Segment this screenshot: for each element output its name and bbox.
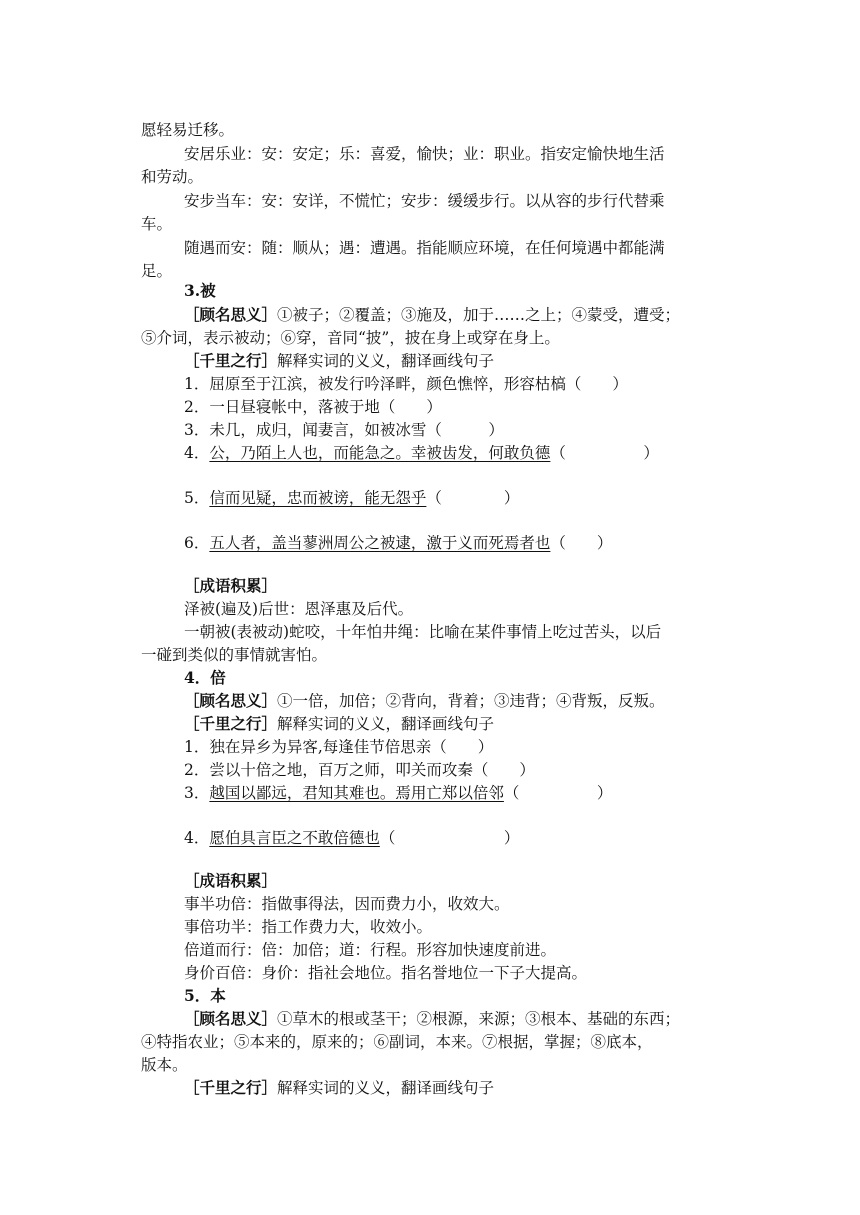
practice-line [184,1077,494,1099]
exercise-item: 1．独在异乡为异客,每逢佳节倍思亲（ ） [184,738,494,756]
exercise-item [184,782,612,804]
tag-chengyujilei: ［成语积累］ [184,576,278,595]
answer-blank: （ ） [550,444,659,462]
text-line: 车。 [141,215,173,233]
tag-qianlizhixing: ［千里之行］ [184,351,278,370]
exercise-item [184,532,612,554]
underlined-sentence: 信而见疑，忠而被谤，能无怨乎 [209,489,427,507]
text-line: 愿轻易迁移。 [141,121,235,139]
tag-chengyujilei: ［成语积累］ [184,871,278,890]
text-line: 和劳动。 [141,168,204,186]
exercise-item [184,442,659,464]
answer-blank: （ ） [379,829,520,847]
answer-blank: （ ） [426,489,520,507]
meaning-text: ①草木的根或茎干；②根源，来源；③根本、基础的东西； [277,1010,681,1028]
idiom-line: 倍道而行：倍：加倍；道：行程。形容加快速度前进。 [184,941,557,959]
tag-qianlizhixing: ［千里之行］ [184,1078,278,1097]
practice-line [184,350,494,372]
item-number: 4． [184,829,210,847]
idiom-line: 身价百倍：身价：指社会地位。指名誉地位一下子大提高。 [184,964,588,982]
section-heading-ben: 5．本 [184,986,226,1005]
meaning-line: 版本。 [141,1056,188,1074]
idiom-line: 一碰到类似的事情就害怕。 [141,646,328,664]
underlined-sentence: 五人者，盖当蓼洲周公之被逮，激于义而死焉者也 [209,534,551,552]
idiom-anbudangche: 安步当车：安：安详，不慌忙；安步：缓缓步行。以从容的步行代替乘 [184,192,665,210]
exercise-item [184,487,519,509]
text-line: 足。 [141,262,173,280]
item-number: 4． [184,444,210,462]
idiom-line: 一朝被(表被动)蛇咬，十年怕井绳：比喻在某件事情上吃过苦头，以后 [184,623,662,641]
practice-instruction: 解释实词的义义，翻译画线句子 [277,715,495,733]
practice-instruction: 解释实词的义义，翻译画线句子 [277,352,495,370]
meaning-line [184,690,665,712]
idiom-line: 事倍功半：指工作费力大，收效小。 [184,918,433,936]
exercise-item: 3．未几，成归，闻妻言，如被冰雪（ ） [184,421,504,439]
item-number: 5． [184,489,210,507]
section-heading-bei: 3.被 [184,281,216,300]
practice-instruction: 解释实词的义义，翻译画线句子 [277,1079,495,1097]
idiom-line: 事半功倍：指做事得法，因而费力小，收效大。 [184,895,510,913]
tag-gumingsiyi: ［顾名思义］ [184,1009,278,1028]
tag-gumingsiyi: ［顾名思义］ [184,305,278,324]
item-number: 6． [184,534,210,552]
underlined-sentence: 公，乃陌上人也，而能急之。幸被齿发，何敢负德 [209,444,551,462]
meaning-line: ⑤介词，表示被动；⑥穿，音同“披”，披在身上或穿在身上。 [141,329,560,347]
tag-qianlizhixing: ［千里之行］ [184,714,278,733]
meaning-text: ①一倍，加倍；②背向，背着；③违背；④背叛，反叛。 [277,692,665,710]
exercise-item: 2．尝以十倍之地，百万之师，叩关而攻秦（ ） [184,761,535,779]
answer-blank: （ ） [550,534,613,552]
practice-line [184,713,494,735]
tag-gumingsiyi: ［顾名思义］ [184,691,278,710]
underlined-sentence: 越国以鄙远，君知其难也。焉用亡郑以倍邻 [209,784,504,802]
meaning-line: ④特指农业；⑤本来的，原来的；⑥副词，本来。⑦根据，掌握；⑧底本， [141,1033,653,1051]
answer-blank: （ ） [503,784,613,802]
idiom-suiyuerean: 随遇而安：随：顺从；遇：遭遇。指能顺应环境，在任何境遇中都能满 [184,239,665,257]
idiom-line: 泽被(遍及)后世：恩泽惠及后代。 [184,600,414,618]
exercise-item: 2．一日昼寝帐中，落被于地（ ） [184,398,442,416]
meaning-line [184,1008,680,1030]
exercise-item: 1．屈原至于江滨，被发行吟泽畔，颜色憔悴，形容枯槁（ ） [184,375,628,393]
meaning-text: ①被子；②覆盖；③施及，加于……之上；④蒙受，遭受； [277,306,681,324]
meaning-line [184,304,680,326]
underlined-sentence: 愿伯具言臣之不敢倍德也 [209,829,380,847]
exercise-item [184,827,519,849]
section-heading-bei4: 4．倍 [184,668,226,687]
idiom-anjuleye: 安居乐业：安：安定；乐：喜爱，愉快；业：职业。指安定愉快地生活 [184,145,665,163]
item-number: 3． [184,784,210,802]
